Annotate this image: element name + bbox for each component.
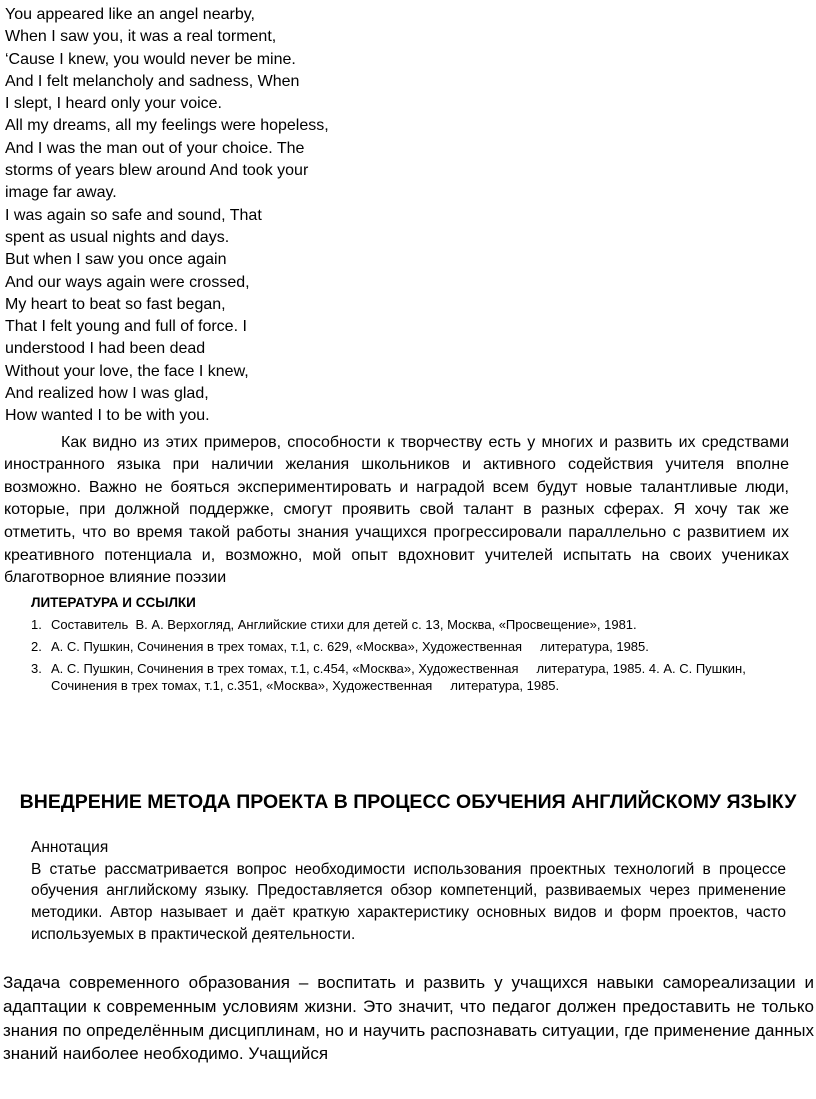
poem-line: I was again so safe and sound, That xyxy=(5,206,262,224)
poem-line: All my dreams, all my feelings were hopeless, xyxy=(5,117,329,135)
poem-line: ‘Cause I knew, you would never be mine. xyxy=(5,50,296,68)
poem-line: And our ways again were crossed, xyxy=(5,273,250,291)
reference-item xyxy=(31,660,806,694)
poem-line: And I was the man out of your choice. The xyxy=(5,139,305,157)
poem-line: And realized how I was glad, xyxy=(5,385,209,403)
poem-line: image far away. xyxy=(5,184,117,202)
poem-line: And I felt melancholy and sadness, When xyxy=(5,72,300,90)
references-title: ЛИТЕРАТУРА И ССЫЛКИ xyxy=(31,594,196,610)
poem-line: You appeared like an angel nearby, xyxy=(5,6,255,23)
poem-line: My heart to beat so fast began, xyxy=(5,295,226,313)
discussion-paragraph: Как видно из этих примеров, способности к творчеству есть у многих и развить их средствами иностранного языка при наличии желания школьников и активного содействия учителя вполне возможно. Важно не бояться экспериментировать и наградой всем будут новые талантливые люди, которые, при должной поддержке, смогут проявить свой талант в разных сферах. Я хочу так же отметить, что во время такой работы знания учащихся прогрессировали параллельно с развитием их креативного потенциала и, возможно, мой опыт вдохновит учителей испытать на своих учениках благотворное влияние поэзии xyxy=(4,433,789,587)
annotation-section xyxy=(31,837,786,946)
reference-text: Составитель В. А. Верхогляд, Английские стихи для детей с. 13, Москва, «Просвещение», 1981. xyxy=(51,616,637,632)
reference-item xyxy=(31,638,806,655)
poem-line: Without your love, the face I knew, xyxy=(5,362,249,380)
article-title: ВНЕДРЕНИЕ МЕТОДА ПРОЕКТА В ПРОЦЕСС ОБУЧЕНИЯ АНГЛИЙСКОМУ ЯЗЫКУ xyxy=(19,790,797,813)
poem-line: How wanted I to be with you. xyxy=(5,407,210,425)
poem-line: But when I saw you once again xyxy=(5,251,227,269)
poem-line: That I felt young and full of force. I xyxy=(5,318,247,336)
poem-line: I slept, I heard only your voice. xyxy=(5,95,222,113)
reference-text: А. С. Пушкин, Сочинения в трех томах, т.1, с. 629, «Москва», Художественная литература, 1985. xyxy=(51,638,649,654)
intro-paragraph: Задача современного образования – воспитать и развить у учащихся навыки самореализации и адаптации к современным условиям жизни. Это значит, что педагог должен предоставить не только знания по определённым дисциплинам, но и научить распознавать ситуации, где применение данных знаний наиболее необходимо. Учащийся xyxy=(3,973,814,1064)
references-section xyxy=(31,594,806,694)
poem-line: When I saw you, it was a real torment, xyxy=(5,28,277,46)
poem-line: spent as usual nights and days. xyxy=(5,228,230,246)
reference-text: А. С. Пушкин, Сочинения в трех томах, т.1, с.454, «Москва», Художественная литература, 1985. 4. А. С. Пушкин, Сочинения в трех томах, т.1, с.351, «Москва», Художественная литература, 1985. xyxy=(51,660,750,693)
annotation-text: В статье рассматривается вопрос необходимости использования проектных технологий в процессе обучения английскому языку. Предоставляется обзор компетенций, развиваемых через применение методики. Автор называет и даёт краткую характеристику основных видов и форм проектов, часто используемых в практической деятельности. xyxy=(31,860,786,943)
reference-item xyxy=(31,616,806,633)
reference-number: 3. xyxy=(31,660,42,676)
document-page xyxy=(0,4,816,1099)
annotation-label: Аннотация xyxy=(31,838,109,856)
reference-number: 1. xyxy=(31,616,42,632)
poem-line: storms of years blew around And took your xyxy=(5,162,309,180)
poem-line: understood I had been dead xyxy=(5,340,206,358)
reference-number: 2. xyxy=(31,638,42,654)
poem xyxy=(5,4,816,428)
